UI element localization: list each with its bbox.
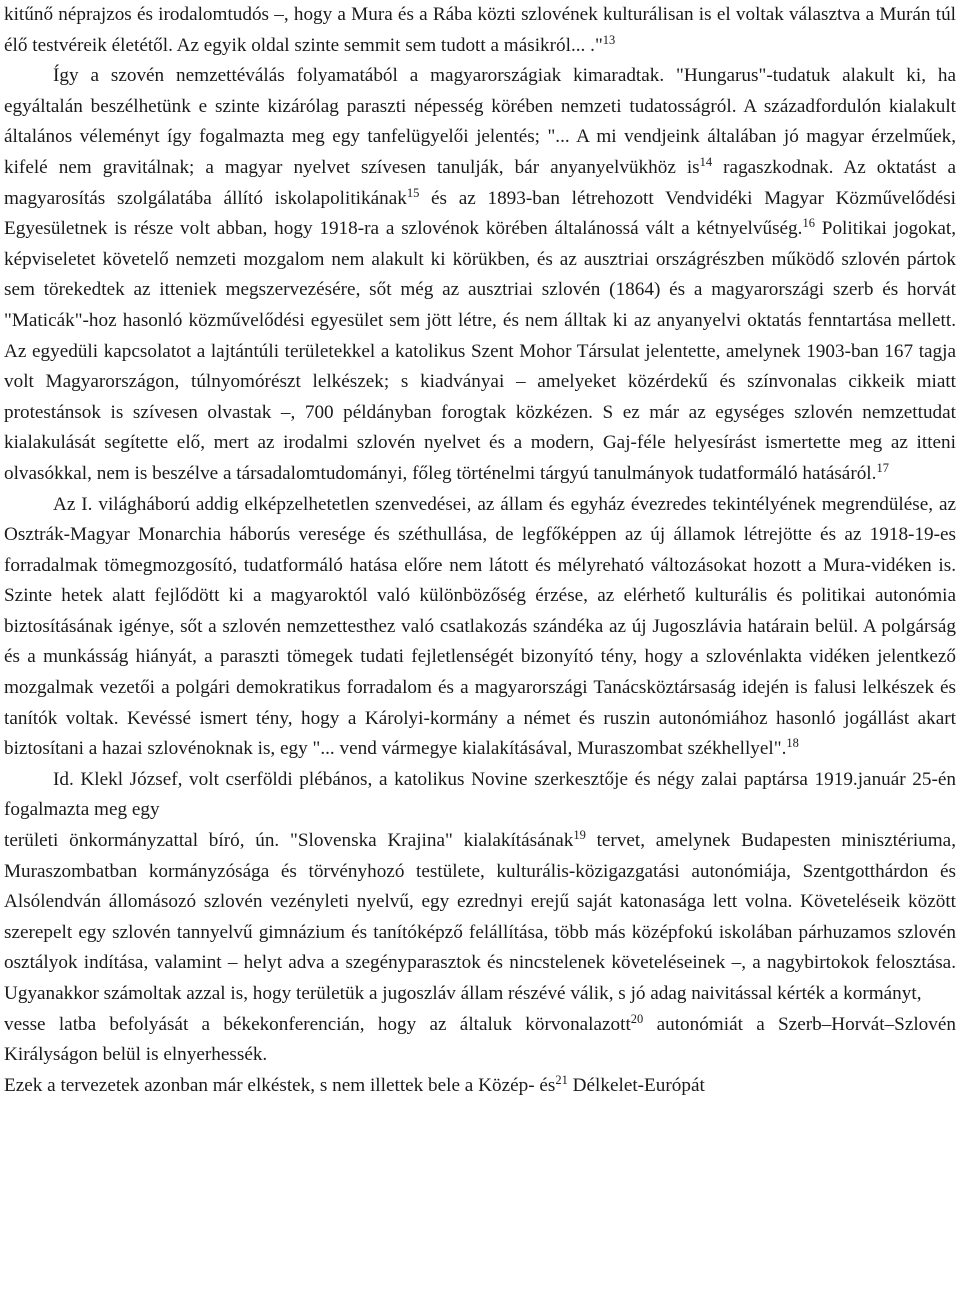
text-run: területi önkormányzattal bíró, ún. "Slovenska Krajina" kialakításának — [4, 830, 574, 852]
footnote-ref: 19 — [573, 828, 586, 843]
text-run: ragaszkodnak. Az oktatást a magyarosítás szolgálatába állító iskolapolitikának — [4, 156, 956, 209]
footnote-ref: 17 — [876, 460, 889, 475]
paragraph-1 — [4, 0, 956, 61]
footnote-ref: 16 — [802, 216, 815, 231]
footnote-ref: 18 — [786, 736, 799, 751]
text-run: Délkelet-Európát — [567, 1074, 705, 1096]
text-run: Így a szovén nemzettéválás folyamatából a magyarországiak kimaradtak. "Hungarus"-tudatuk alakult ki, ha egyáltalán beszélhetünk e szinte kizárólag paraszti népesség körében nemzeti tudatosságról. A századfordulón kialakult általános véleményt így fogalmazta meg egy tanfelügyelői jelentés; "... A mi vendjeink általában jó magyar érzelműek, kifelé nem gravitálnak; a magyar nyelvet szívesen tanulják, bár anyanyelvükhöz is — [4, 65, 956, 178]
paragraph-7 — [4, 1071, 956, 1102]
text-run: autonómiát a Szerb–Horvát–Szlovén Királyságon belül is elnyerhessék. — [4, 1013, 956, 1066]
footnote-ref: 21 — [555, 1072, 568, 1087]
footnote-ref: 13 — [602, 32, 616, 47]
paragraph-6 — [4, 1010, 956, 1071]
paragraph-3 — [4, 490, 956, 765]
footnote-ref: 20 — [630, 1011, 644, 1026]
text-run: kitűnő néprajzos és irodalomtudós –, hogy a Mura és a Rába közti szlovének kulturálisan is el voltak választva a Murán túl élő testvéreik életétől. Az egyik oldal szinte semmit sem tudott a másikról... ." — [4, 4, 956, 56]
paragraph-5 — [4, 826, 956, 1010]
text-run: és az 1893-ban létrehozott Vendvidéki Magyar Közművelődési Egyesületnek is része volt abban, hogy 1918-ra a szlovénok körében általánossá vált a kétnyelvűség. — [4, 187, 957, 240]
text-run: Politikai jogokat, képviseletet követelő nemzeti mozgalom nem alakult ki körükben, és az ausztriai országrészben működő szlovén pártok sem törekedtek az itteniek megszervezésére, sőt még az ausztriai szlovén (1864) és a magyarországi szerb és horvát "Maticák"-hoz hasonló közművelődési egyesület sem jött létre, és nem álltak ki az anyanyelvi oktatás fenntartása mellett. Az egyedüli kapcsolatot a lajtántúli területekkel a katolikus Szent Mohor Társulat jelentette, amelynek 1903-ban 167 tagja volt Magyarországon, túlnyomórészt lelkészek; s kiadványai – amelyeket közérdekű és színvonalas cikkeik miatt protestánsok is szívesen olvastak –, 700 példányban forogtak közkézen. S ez már az egységes szlovén nemzettudat kialakulását segítette elő, mert az irodalmi szlovén nyelvet és a modern, Gaj-féle helyesírást ismertette meg az itteni olvasókkal, nem is beszélve a társadalomtudományi, főleg történelmi tárgyú tanulmányok tudatformáló hatásáról. — [4, 218, 956, 484]
text-run: Az I. világháború addig elképzelhetetlen szenvedései, az állam és egyház évezredes tekintélyének megrendülése, az Osztrák-Magyar Monarchia háborús veresége és széthullása, de legfőképpen az új államok létrejötte és az 1918-19-es forradalmak tömegmozgosító, tudatformáló hatása előre nem látott és mélyreható változásokat hozott a Mura-vidéken is. Szinte hetek alatt fejlődött ki a magyaroktól való különbözőség érzése, az elérhető kulturális és politikai autonómia biztosításának igénye, sőt a szlovén nemzettesthez való csatlakozás szándéka az új Jugoszlávia határain belül. A polgárság és a munkásság hiányát, a paraszti tömegek tudati fejletlenségét bizonyító tény, hogy a szlovénlakta vidéken jelentkező mozgalmak vezetői a polgári demokratikus forradalom és a magyarországi Tanácsköztársaság idején is falusi lelkészek és tanítók voltak. Kevéssé ismert tény, hogy a Károlyi-kormány a német és ruszin autonómiához hasonló jogállást akart biztosítani a hazai szlovénoknak is, egy "... vend vármegye kialakításával, Muraszombat székhellyel". — [4, 493, 956, 760]
text-run: Id. Klekl József, volt cserföldi plébános, a katolikus Novine szerkesztője és négy zalai paptársa 1919.január 25-én fogalmazta meg egy — [4, 768, 956, 821]
text-run: tervet, amelynek Budapesten minisztériuma, Muraszombatban kormányzósága és törvényhozó testülete, kulturális-közigazgatási autonómiája, Szentgotthárdon és Alsólendván állomásozó szlovén vezényleti nyelvű, egy ezrednyi erejű saját katonasága lett volna. Követeléseik között szerepelt egy szlovén tannyelvű gimnázium és tanítóképző felállítása, több más középfokú iskolában párhuzamos szlovén osztályok indítása, valamint – helyt adva a szegényparasztok és nincstelenek követeléseinek –, a nagybirtokok felosztása. Ugyanakkor számoltak azzal is, hogy területük a jugoszláv állam részévé válik, s jó adag naivitással kérték a kormányt, — [4, 830, 956, 1004]
footnote-ref: 14 — [699, 154, 713, 169]
paragraph-2 — [4, 61, 956, 489]
paragraph-4 — [4, 765, 956, 826]
text-run: vesse latba befolyását a békekonferencián, hogy az általuk körvonalazott — [4, 1013, 631, 1035]
text-run: Ezek a tervezetek azonban már elkéstek, s nem illettek bele a Közép- és — [4, 1074, 556, 1096]
footnote-ref: 15 — [406, 185, 420, 200]
